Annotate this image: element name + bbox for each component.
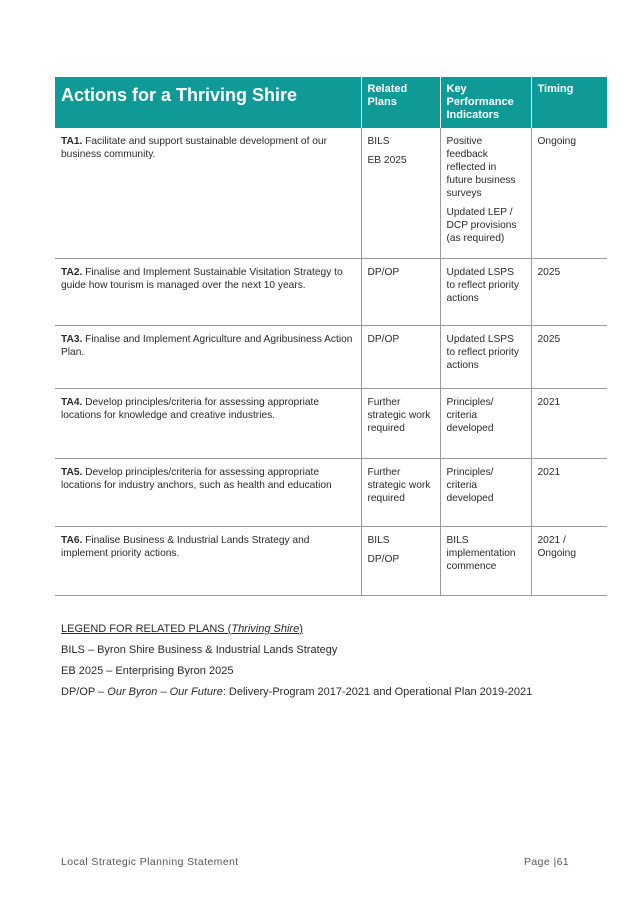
kpi-cell bbox=[440, 128, 531, 259]
action-code: TA3. bbox=[61, 334, 83, 345]
legend-dpop-italic: Our Byron – Our Future bbox=[107, 686, 223, 698]
legend-item-dpop bbox=[61, 686, 532, 707]
action-cell bbox=[55, 128, 361, 259]
header-related-plans: Related Plans bbox=[361, 77, 440, 128]
kpi-item: Updated LSPS to reflect priority actions bbox=[446, 334, 519, 371]
timing-cell: 2021 bbox=[531, 459, 607, 527]
action-text: Develop principles/criteria for assessing appropriate locations for knowledge and creative industries. bbox=[61, 397, 320, 421]
action-code: TA5. bbox=[61, 467, 83, 478]
legend-dpop-suffix: : Delivery-Program 2017-2021 and Operational Plan 2019-2021 bbox=[222, 686, 533, 698]
legend-item-eb: EB 2025 – Enterprising Byron 2025 bbox=[61, 665, 234, 677]
kpi-cell bbox=[440, 459, 531, 527]
plan-item: Further strategic work required bbox=[367, 467, 431, 504]
plan-item: DP/OP bbox=[367, 554, 400, 565]
action-cell bbox=[55, 259, 361, 326]
plan-item: BILS bbox=[367, 136, 390, 147]
action-text: Finalise and Implement Agriculture and Agribusiness Action Plan. bbox=[61, 334, 353, 358]
legend-heading-prefix: LEGEND FOR RELATED PLANS ( bbox=[61, 623, 232, 635]
action-text: Finalise and Implement Sustainable Visitation Strategy to guide how tourism is managed over the next 10 years. bbox=[61, 267, 343, 291]
kpi-item: Principles/ criteria developed bbox=[446, 397, 494, 434]
kpi-cell bbox=[440, 389, 531, 459]
legend-item-bils: BILS – Byron Shire Business & Industrial Lands Strategy bbox=[61, 644, 338, 656]
table-row bbox=[55, 389, 607, 459]
plans-cell bbox=[361, 459, 440, 527]
legend-heading-suffix: ) bbox=[299, 623, 303, 635]
header-kpi: Key Performance Indicators bbox=[440, 77, 531, 128]
kpi-cell bbox=[440, 326, 531, 389]
timing-cell: 2025 bbox=[531, 259, 607, 326]
action-code: TA1. bbox=[61, 136, 83, 147]
plans-cell bbox=[361, 128, 440, 259]
plans-cell bbox=[361, 259, 440, 326]
plan-item: DP/OP bbox=[367, 334, 400, 345]
kpi-item: BILS implementation commence bbox=[446, 535, 516, 572]
kpi-cell bbox=[440, 259, 531, 326]
timing-cell: 2021 / Ongoing bbox=[531, 527, 607, 596]
kpi-item: Updated LEP / DCP provisions (as required) bbox=[446, 207, 517, 244]
timing-cell: 2025 bbox=[531, 326, 607, 389]
action-text: Finalise Business & Industrial Lands Strategy and implement priority actions. bbox=[61, 535, 310, 559]
plan-item: Further strategic work required bbox=[367, 397, 431, 434]
legend-heading-italic: Thriving Shire bbox=[231, 623, 300, 635]
page-number: Page |61 bbox=[524, 856, 570, 868]
table-row bbox=[55, 259, 607, 326]
plan-item: DP/OP bbox=[367, 267, 400, 278]
kpi-item: Principles/ criteria developed bbox=[446, 467, 494, 504]
actions-table bbox=[55, 77, 607, 596]
footer-title: Local Strategic Planning Statement bbox=[61, 856, 239, 868]
table-header-row bbox=[55, 77, 607, 128]
action-cell bbox=[55, 326, 361, 389]
action-code: TA2. bbox=[61, 267, 83, 278]
table-row bbox=[55, 326, 607, 389]
plans-cell bbox=[361, 389, 440, 459]
kpi-item: Updated LSPS to reflect priority actions bbox=[446, 267, 519, 304]
legend-heading bbox=[61, 623, 532, 644]
kpi-item: Positive feedback reflected in future business surveys bbox=[446, 136, 516, 199]
action-cell bbox=[55, 459, 361, 527]
timing-cell: 2021 bbox=[531, 389, 607, 459]
action-text: Develop principles/criteria for assessing appropriate locations for industry anchors, such as health and education bbox=[61, 467, 332, 491]
action-text: Facilitate and support sustainable development of our business community. bbox=[61, 136, 327, 160]
table-row bbox=[55, 527, 607, 596]
plan-item: BILS bbox=[367, 535, 390, 546]
plans-cell bbox=[361, 326, 440, 389]
action-cell bbox=[55, 389, 361, 459]
table-row bbox=[55, 459, 607, 527]
plans-cell bbox=[361, 527, 440, 596]
action-code: TA6. bbox=[61, 535, 83, 546]
table-row bbox=[55, 128, 607, 259]
plan-item: EB 2025 bbox=[367, 155, 407, 166]
kpi-cell bbox=[440, 527, 531, 596]
action-code: TA4. bbox=[61, 397, 83, 408]
header-timing: Timing bbox=[531, 77, 607, 128]
action-cell bbox=[55, 527, 361, 596]
timing-cell: Ongoing bbox=[531, 128, 607, 259]
table-title: Actions for a Thriving Shire bbox=[55, 77, 361, 128]
legend-dpop-prefix: DP/OP – bbox=[61, 686, 108, 698]
legend bbox=[61, 623, 532, 707]
